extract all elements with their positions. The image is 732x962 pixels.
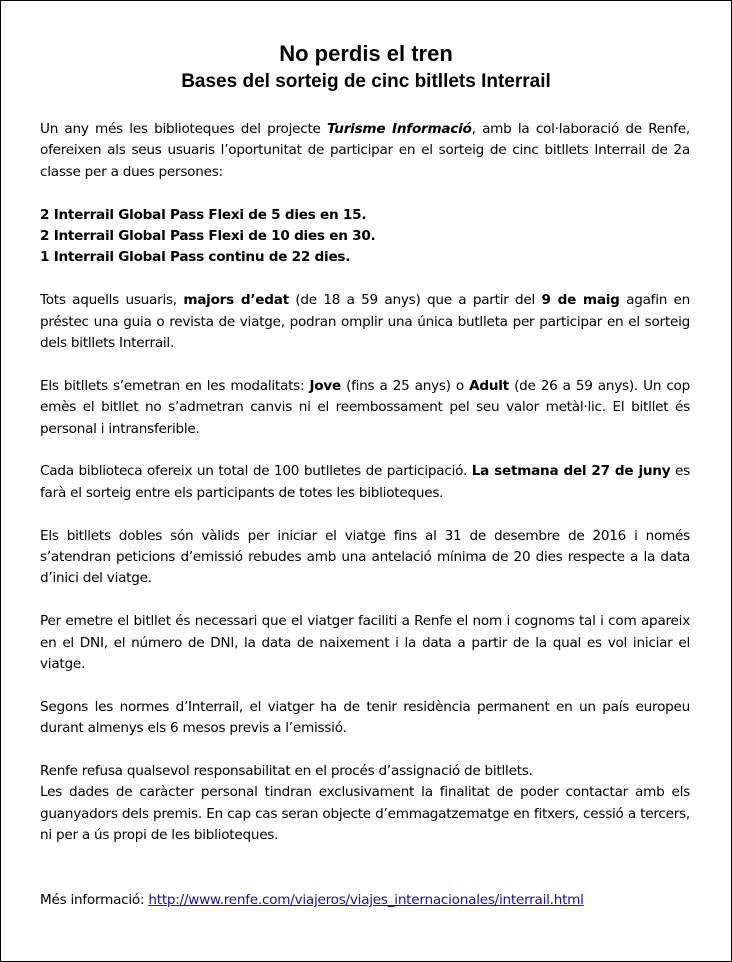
intro-text-c: , amb la col·laboració de Renfe, ofereixen als seus usuaris l’oportunitat de participar en el sorteig de cinc bitllets Interrail de 2a classe per a dues persones: [40, 121, 690, 180]
mode-jove: Jove [309, 377, 341, 394]
modes-text-c: (fins a 25 anys) o [340, 377, 470, 394]
document-body [40, 119, 690, 868]
users-text-a: Tots aquells usuaris, [40, 292, 184, 309]
liability-paragraph [40, 761, 690, 847]
validity-paragraph: Els bitllets dobles són vàlids per iniciar el viatge fins al 31 de desembre de 2016 i només s’atendran peticions d’emissió rebudes amb una antelació mínima de 20 dies respecte a la data d’inici del viatge. [40, 527, 690, 587]
intro-text-a: Un any més les biblioteques del projecte [40, 121, 328, 137]
mode-adult: Adult [469, 377, 509, 394]
users-age: majors d’edat [183, 292, 289, 309]
residence-paragraph: Segons les normes d’Interrail, el viatger ha de tenir residència permanent en un país europeu durant almenys els 6 mesos previs a l’emissió. [40, 698, 690, 737]
pass-item-1: 2 Interrail Global Pass Flexi de 5 dies en 15. [40, 206, 367, 223]
document-title: No perdis el tren [279, 41, 453, 66]
interrail-link[interactable]: http://www.renfe.com/viajeros/viajes_internacionales/interrail.html [148, 892, 584, 908]
issue-paragraph: Per emetre el bitllet és necessari que el viatger faciliti a Renfe el nom i cognoms tal i com apareix en el DNI, el número de DNI, la data de naixement i la data a partir de la qual es vol iniciar el viatge. [40, 613, 690, 673]
liability-text-1: Renfe refusa qualsevol responsabilitat en el procés d’assignació de bitllets. [40, 763, 533, 780]
more-info-line [40, 890, 584, 911]
users-paragraph [40, 290, 690, 354]
pass-item-3: 1 Interrail Global Pass continu de 22 dies. [40, 249, 351, 266]
title-block [1, 41, 731, 94]
users-text-e: agafin en préstec una guia o revista de viatge, podran omplir una única butlleta per participar en el sorteig dels bitllets Interrail. [40, 292, 691, 352]
draw-paragraph [40, 461, 690, 504]
pass-list [40, 205, 690, 269]
document-subtitle: Bases del sorteig de cinc bitllets Interrail [181, 71, 551, 92]
modes-text-e: (de 26 a 59 anys). Un cop emès el bitllet no s’admetran canvis ni el reembossament pel seu valor metàl·lic. El bitllet és personal i intransferible. [40, 377, 690, 437]
pass-item-2: 2 Interrail Global Pass Flexi de 10 dies en 30. [40, 228, 376, 245]
liability-text-2: Les dades de caràcter personal tindran exclusivament la finalitat de poder contactar amb els guanyadors dels premis. En cap cas seran objecte d’emmagatzematge en fitxers, cessió a tercers, ni per a ús propi de les biblioteques. [40, 784, 690, 844]
modes-paragraph [40, 376, 690, 440]
users-start-date: 9 de maig [541, 292, 620, 309]
project-name: Turisme Informació [327, 121, 472, 137]
draw-text-a: Cada biblioteca ofereix un total de 100 butlletes de participació. [40, 463, 472, 480]
users-text-c: (de 18 a 59 anys) que a partir del [288, 292, 542, 309]
draw-date: La setmana del 27 de juny [471, 463, 671, 480]
intro-paragraph [40, 119, 690, 183]
more-info-label: Més informació: [40, 892, 149, 908]
draw-text-c: es farà el sorteig entre els participants de totes les biblioteques. [40, 463, 690, 501]
modes-text-a: Els bitllets s’emetran en les modalitats: [40, 377, 310, 394]
